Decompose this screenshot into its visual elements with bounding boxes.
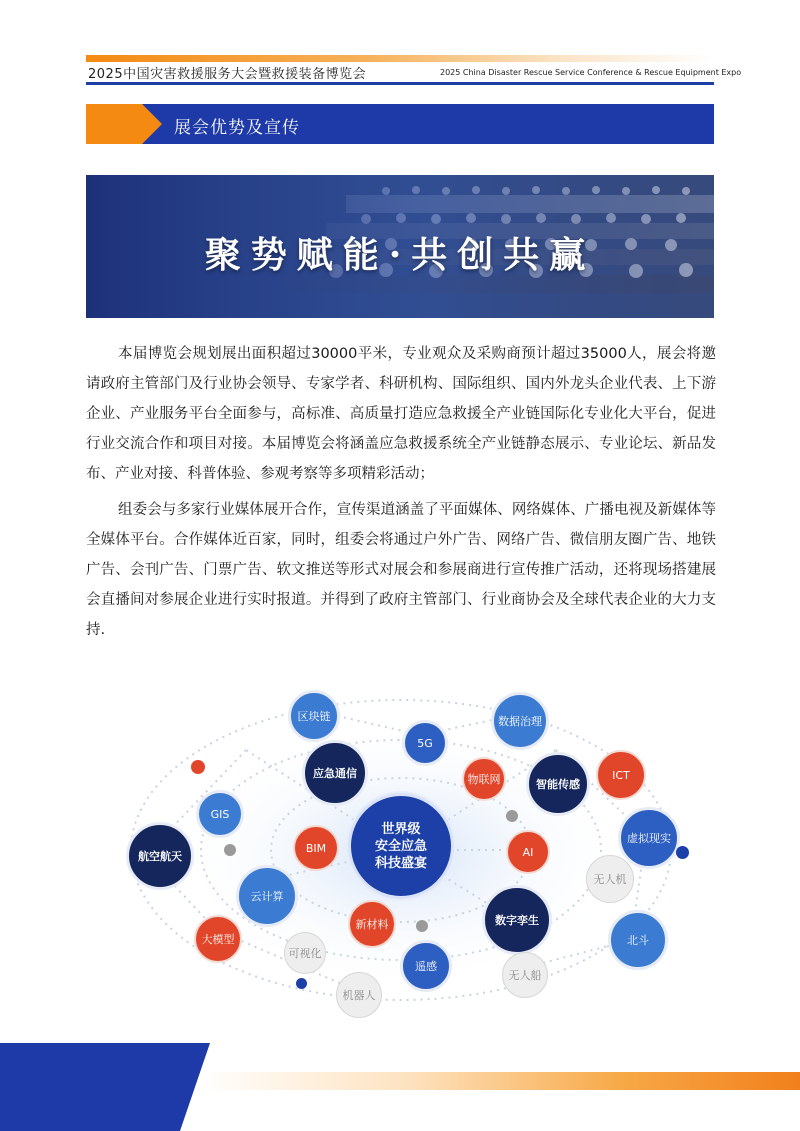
center-line-3: 科技盛宴 <box>374 855 427 871</box>
node-blockchain: 区块链 <box>288 690 340 742</box>
node-ict: ICT <box>596 750 646 800</box>
node-bim: BIM <box>293 825 339 871</box>
node-aerospace: 航空航天 <box>126 822 194 890</box>
tech-network-diagram <box>86 660 766 1030</box>
decor-dot <box>296 978 307 989</box>
center-line-2: 安全应急 <box>374 838 427 854</box>
section-arrow-icon <box>86 104 166 144</box>
header-title-cn: 2025中国灾害救援服务大会暨救援装备博览会 <box>88 67 367 82</box>
node-drone: 无人机 <box>586 855 634 903</box>
decor-dot <box>191 760 205 774</box>
section-title: 展会优势及宣传 <box>174 118 300 138</box>
node-5g: 5G <box>402 720 448 766</box>
decor-dot <box>224 844 236 856</box>
center-line-1: 世界级 <box>381 821 421 837</box>
paragraph-promotion: 组委会与多家行业媒体展开合作，宣传渠道涵盖了平面媒体、网络媒体、广播电视及新媒体等全媒体平台。合作媒体近百家，同时，组委会将通过户外广告、网络广告、微信朋友圈广告、地铁广告、会刊广告、门票广告、软文推送等形式对展会和参展商进行宣传推广活动，还将现场搭建展会直播间对参展企业进行实时报道。并得到了政府主管部门、行业商协会及全球代表企业的大力支持. <box>86 502 716 638</box>
decor-dot <box>416 920 428 932</box>
node-beidou: 北斗 <box>608 910 668 970</box>
node-big-model: 大模型 <box>194 915 242 963</box>
hero-banner <box>86 175 714 318</box>
node-robot: 机器人 <box>336 972 382 1018</box>
node-data-governance: 数据治理 <box>491 692 549 750</box>
header-title-en: 2025 China Disaster Rescue Service Conference & Rescue Equipment Expo <box>440 68 742 77</box>
decor-dot <box>676 846 689 859</box>
decor-dot <box>506 810 518 822</box>
node-smart-sensing: 智能传感 <box>526 752 590 816</box>
header-divider <box>86 82 714 85</box>
node-ai: AI <box>506 830 550 874</box>
node-remote-sensing: 遥感 <box>400 940 452 992</box>
node-vr: 虚拟现实 <box>618 807 680 869</box>
header-accent-bar <box>86 55 714 62</box>
center-node <box>348 793 454 899</box>
node-new-material: 新材料 <box>348 900 396 948</box>
node-iot: 物联网 <box>462 757 506 801</box>
node-cloud: 云计算 <box>236 865 298 927</box>
node-emergency-comm: 应急通信 <box>302 740 368 806</box>
footer-orange-bar <box>200 1072 800 1090</box>
node-visualization: 可视化 <box>284 932 326 974</box>
footer-blue-shape <box>0 1043 210 1131</box>
hero-title: 聚势赋能·共创共赢 <box>204 234 596 276</box>
node-unmanned-ship: 无人船 <box>502 952 548 998</box>
paragraph-intro: 本届博览会规划展出面积超过30000平米，专业观众及采购商预计超过35000人，展会将邀请政府主管部门及行业协会领导、专家学者、科研机构、国际组织、国内外龙头企业代表、上下游企业、产业服务平台全面参与，高标准、高质量打造应急救援全产业链国际化专业化大平台，促进行业交流合作和项目对接。本届博览会将涵盖应急救援系统全产业链静态展示、专业论坛、新品发布、产业对接、科普体验、参观考察等多项精彩活动； <box>86 346 716 482</box>
node-gis: GIS <box>196 790 244 838</box>
node-digital-twin: 数字孪生 <box>482 885 552 955</box>
